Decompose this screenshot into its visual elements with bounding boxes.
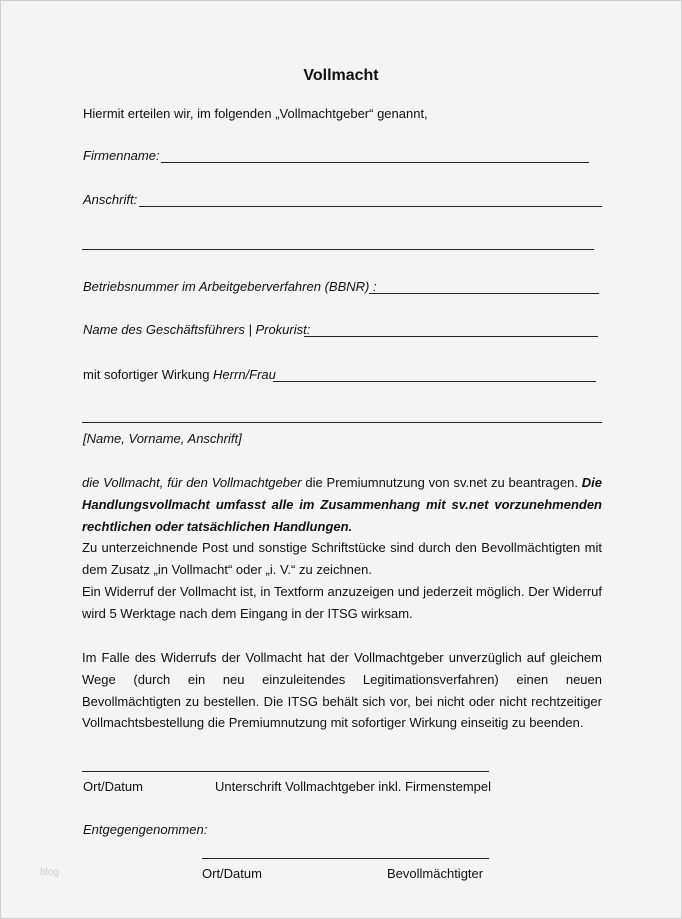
entgegengenommen-label: Entgegengenommen: [83, 822, 208, 837]
signature-line-2[interactable] [202, 858, 489, 859]
bevollmaechtigter-field-2[interactable] [82, 422, 602, 423]
body-paragraph-2: Im Falle des Widerrufs der Vollmacht hat der Vollmachtgeber unverzüglich auf gleichem Wege (durch ein neu einzuleitendes Legitimationsverfahren) einen neuen Bevollmächtigten zu bestellen. Die ITSG behält sich vor, bei nicht oder nicht rechtzeitiger Vollmachtsbestellung die Premiumnutzung mit sofortiger Wirkung einseitig zu beenden. [82, 650, 602, 731]
p2-text: Zu unterzeichnende Post und sonstige Schriftstücke sind durch den Bevollmächtigten mit dem Zusatz „in Vollmacht“ oder „i. V.“ zu zeichnen. [82, 540, 602, 578]
geschaeftsfuehrer-label: Name des Geschäftsführers | Prokurist: [83, 322, 311, 337]
bevollmaechtigter-label: Bevollmächtigter [387, 866, 484, 881]
firmenname-label: Firmenname: [83, 148, 160, 163]
ort-datum-label-1: Ort/Datum [83, 779, 143, 794]
wirkung-prefix: mit sofortiger Wirkung [83, 367, 214, 382]
name-hint: [Name, Vorname, Anschrift] [83, 431, 242, 446]
p3-text: Ein Widerruf der Vollmacht ist, in Textform anzuzeigen und jederzeit möglich. Der Widerruf wird 5 Werktage nach dem Eingang in der ITSG wirksam. [82, 583, 602, 621]
anschrift-label: Anschrift: [83, 192, 138, 207]
signature-line-1[interactable] [82, 771, 489, 772]
p1-italic: die Vollmacht, für den Vollmachtgeber [82, 475, 302, 490]
intro-text: Hiermit erteilen wir, im folgenden „Vollmachtgeber“ genannt, [83, 106, 428, 121]
geschaeftsfuehrer-field[interactable] [304, 336, 598, 337]
anschrift-field-2[interactable] [82, 249, 594, 250]
firmenname-field[interactable] [161, 162, 589, 163]
anschrift-field[interactable] [139, 206, 602, 207]
ort-datum-label-2: Ort/Datum [202, 866, 262, 881]
document-title: Vollmacht [303, 67, 379, 84]
body-paragraph-1 [82, 472, 602, 625]
unterschrift-label: Unterschrift Vollmachtgeber inkl. Firmenstempel [215, 779, 491, 794]
p1-bold: Die Handlungsvollmacht umfasst alle im Zusammenhang mit sv.net vorzunehmenden rechtlichen oder tatsächlichen Handlungen. [82, 475, 602, 534]
wirkung-herrn-frau: Herrn/Frau [213, 367, 276, 382]
watermark: blog [40, 867, 59, 878]
bevollmaechtigter-field[interactable] [273, 381, 596, 382]
p1-text: die Premiumnutzung von sv.net zu beantragen. [301, 475, 582, 490]
wirkung-label [83, 367, 276, 383]
bbnr-field[interactable] [369, 293, 599, 294]
bbnr-label: Betriebsnummer im Arbeitgeberverfahren (BBNR) : [83, 279, 377, 294]
